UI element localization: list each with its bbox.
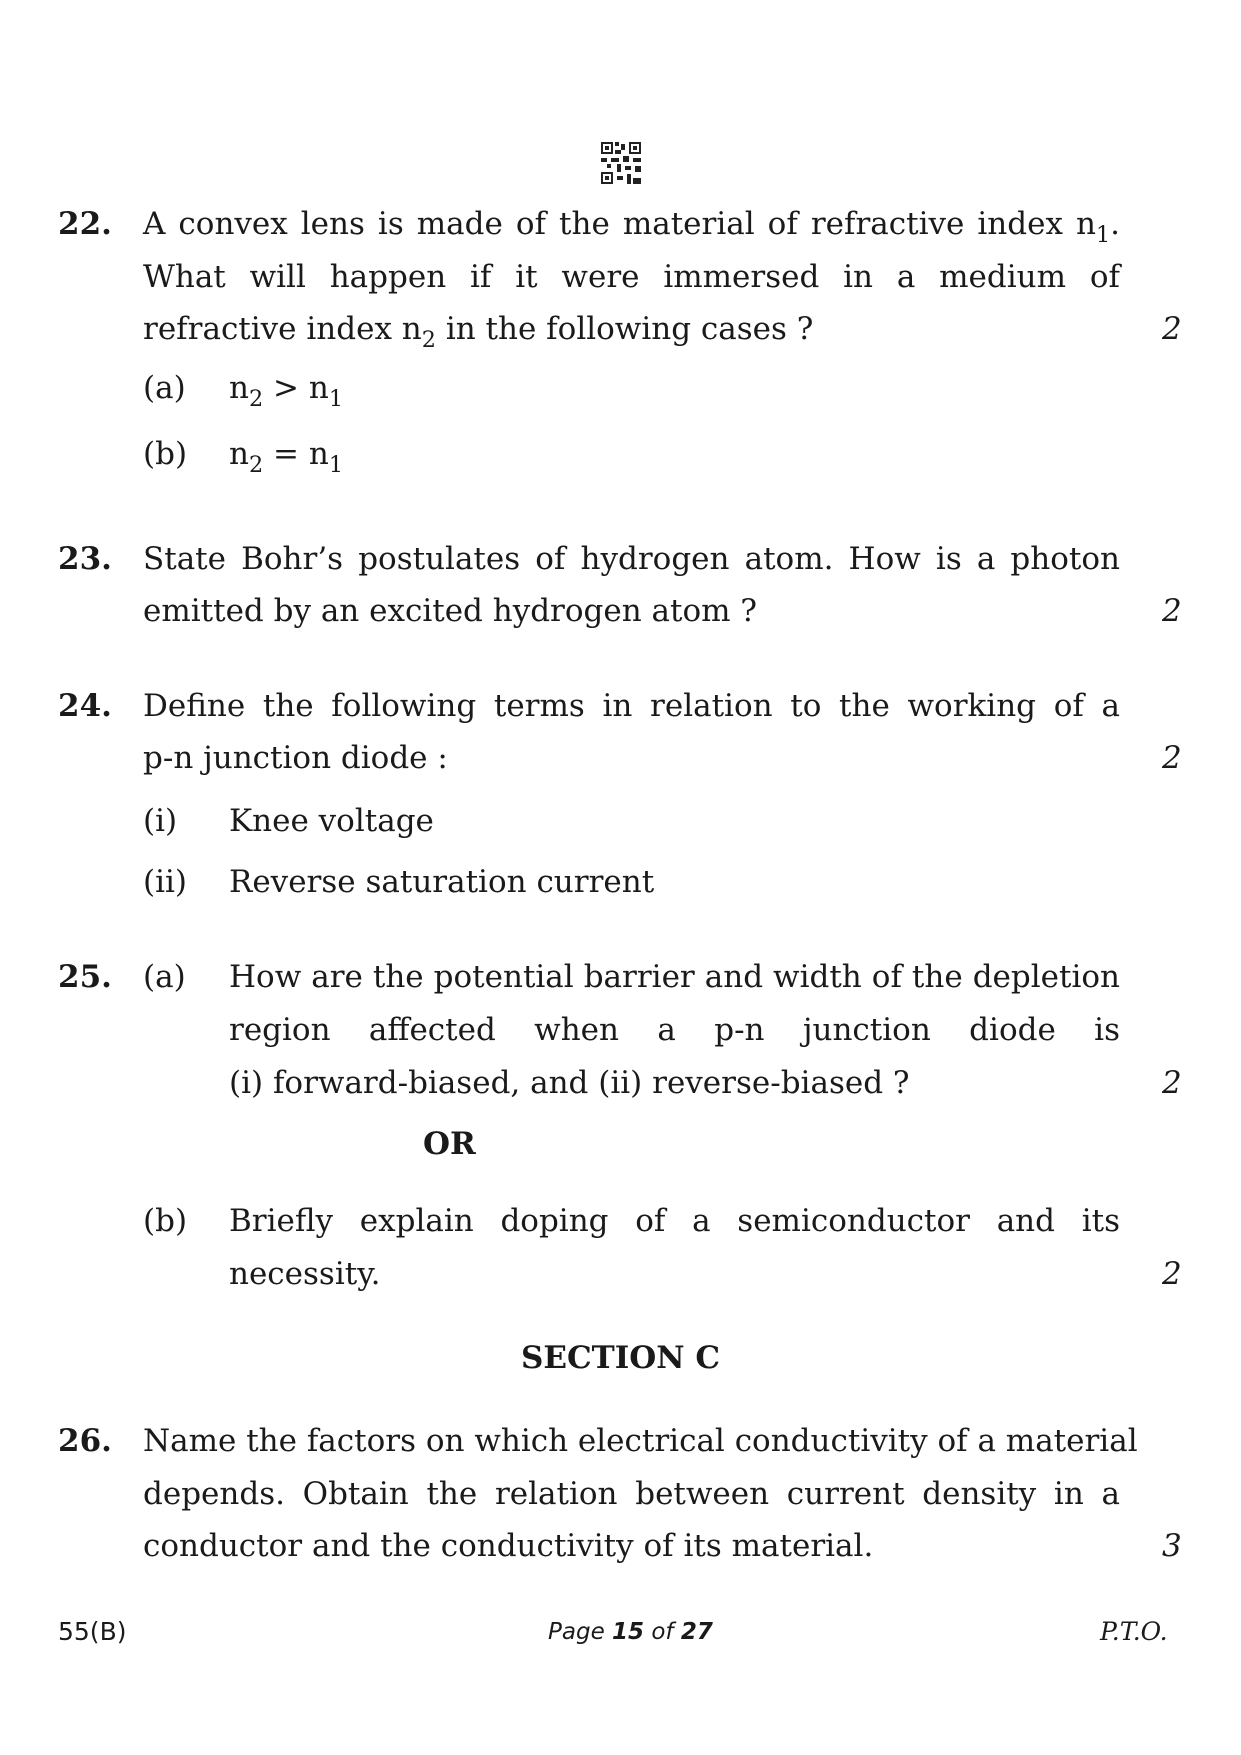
question-text-line: depends. Obtain the relation between current density in a (143, 1476, 1120, 1512)
page-number: Page 15 of 27 (548, 1619, 713, 1645)
question-text-line: State Bohr’s postulates of hydrogen atom. How is a photon (143, 541, 1120, 577)
option-text: Knee voltage (229, 803, 434, 839)
marks: 2 (1162, 1065, 1182, 1101)
marks: 2 (1162, 740, 1182, 776)
question-number: 22. (58, 206, 112, 242)
pto-label: P.T.O. (1100, 1617, 1168, 1646)
question-text-line: p-n junction diode : (143, 740, 448, 776)
option-label: (b) (143, 436, 188, 472)
marks: 3 (1162, 1528, 1182, 1564)
question-number: 23. (58, 541, 112, 577)
question-text-line: conductor and the conductivity of its material. (143, 1528, 874, 1564)
question-text-line: A convex lens is made of the material of refractive index $n_1$. (143, 206, 1120, 248)
question-number: 24. (58, 688, 112, 724)
question-text-line: emitted by an excited hydrogen atom ? (143, 593, 758, 629)
question-text-line: Define the following terms in relation to the working of a (143, 688, 1120, 724)
option-text: $n_2 > n_1$ (229, 370, 344, 412)
question-text-line: refractive index $n_2$ in the following cases ? (143, 311, 814, 353)
question-number: 25. (58, 959, 112, 995)
question-text-line: Briefly explain doping of a semiconductor and its (229, 1203, 1120, 1239)
option-label: (ii) (143, 864, 188, 900)
qr-code (601, 142, 641, 184)
option-label: (b) (143, 1203, 188, 1239)
section-heading: SECTION C (520, 1340, 721, 1376)
option-label: (a) (143, 959, 186, 995)
option-text: $n_2 = n_1$ (229, 436, 344, 478)
question-number: 26. (58, 1423, 112, 1459)
marks: 2 (1162, 593, 1182, 629)
question-text-line: necessity. (229, 1256, 381, 1292)
question-text-line: region affected when a p-n junction diode is (229, 1012, 1120, 1048)
option-label: (i) (143, 803, 178, 839)
question-text-line: What will happen if it were immersed in a medium of (143, 259, 1120, 295)
paper-code: 55(B) (58, 1617, 127, 1646)
question-text-line: (i) forward-biased, and (ii) reverse-biased ? (229, 1065, 910, 1101)
option-label: (a) (143, 370, 186, 406)
or-separator: OR (423, 1126, 476, 1162)
question-text-line: Name the factors on which electrical conductivity of a material (143, 1423, 1138, 1459)
question-text-line: How are the potential barrier and width of the depletion (229, 959, 1120, 995)
marks: 2 (1162, 1256, 1182, 1292)
marks: 2 (1162, 311, 1182, 347)
option-text: Reverse saturation current (229, 864, 655, 900)
